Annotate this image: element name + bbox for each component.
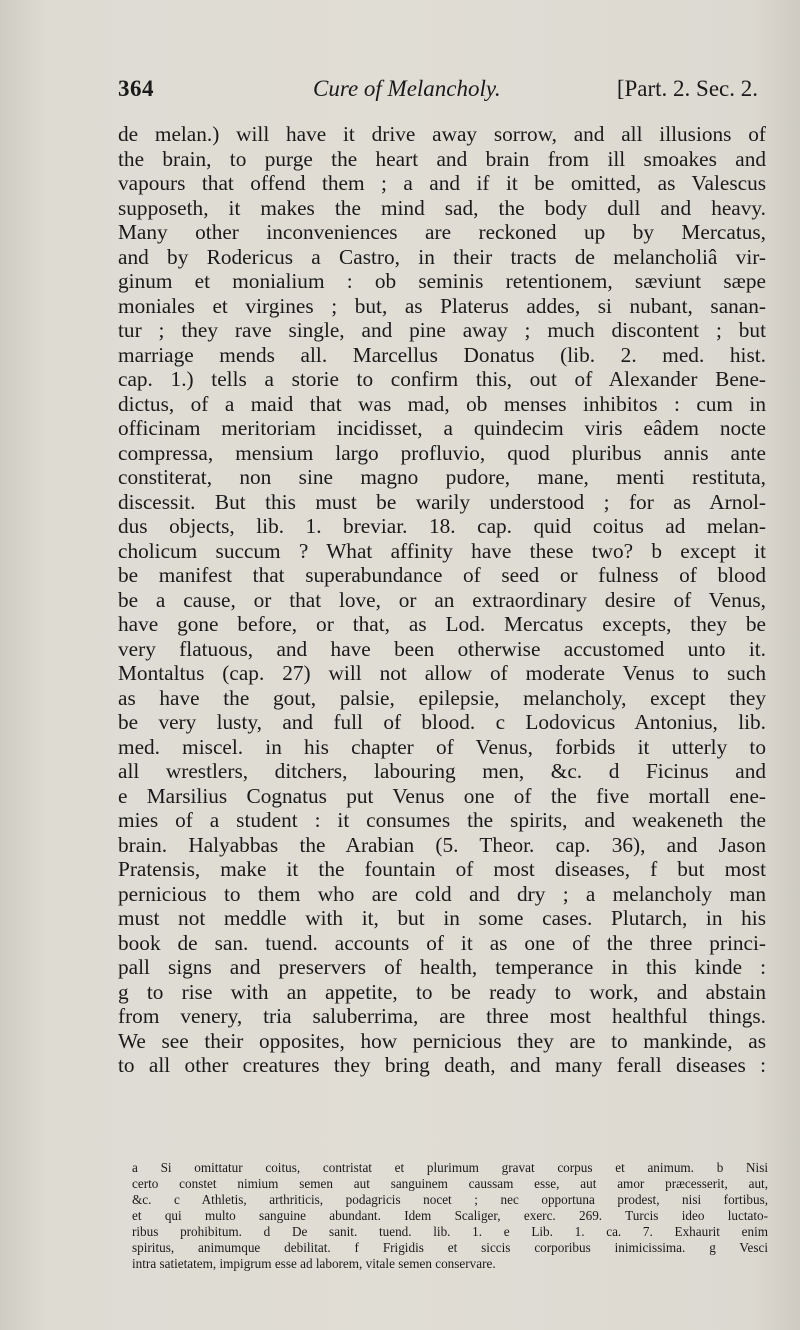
page-number: 364 [118,76,154,101]
text-line: officinam meritoriam incidisset, a quindecim viris eâdem nocte [118,416,766,440]
footnote-line: ribus prohibitum. d De sanit. tuend. lib. 1. e Lib. 1. ca. 7. Exhaurit enim [132,1224,768,1239]
text-line: book de san. tuend. accounts of it as one of the three princi- [118,930,766,955]
text-line: Montaltus (cap. 27) will not allow of moderate Venus to such [118,661,766,685]
text-line: med. miscel. in his chapter of Venus, forbids it utterly to [118,734,766,759]
text-line: cap. 1.) tells a storie to confirm this, out of Alexander Bene- [118,367,766,391]
running-head [118,76,758,108]
text-line: marriage mends all. Marcellus Donatus (lib. 2. med. hist. [118,342,766,367]
text-line: We see their opposites, how pernicious they are to mankinde, as [118,1028,766,1053]
text-line: dus objects, lib. 1. breviar. 18. cap. quid coitus ad melan- [118,514,766,538]
text-line: be manifest that superabundance of seed or fulness of blood [118,563,766,587]
text-line: g to rise with an appetite, to be ready to work, and abstain [118,979,766,1004]
text-line: ginum et monialium : ob seminis retentionem, sæviunt sæpe [118,269,766,293]
text-line: Many other inconveniences are reckoned up by Mercatus, [118,220,766,244]
text-line: to all other creatures they bring death, and many ferall diseases : [118,1053,766,1077]
footnotes [132,1160,768,1272]
text-line: the brain, to purge the heart and brain from ill smoakes and [118,146,766,171]
text-line: very flatuous, and have been otherwise accustomed unto it. [118,636,766,661]
text-line: pall signs and preservers of health, temperance in this kinde : [118,955,766,979]
text-line: discessit. But this must be warily understood ; for as Arnol- [118,489,766,514]
text-line: tur ; they rave single, and pine away ; much discontent ; but [118,318,766,342]
text-line: dictus, of a maid that was mad, ob menses inhibitos : cum in [118,391,766,416]
text-line: all wrestlers, ditchers, labouring men, &c. d Ficinus and [118,759,766,783]
text-line: be a cause, or that love, or an extraordinary desire of Venus, [118,587,766,612]
text-line: must not meddle with it, but in some cases. Plutarch, in his [118,906,766,930]
footnote-line: a Si omittatur coitus, contristat et plurimum gravat corpus et animum. b Nisi [132,1160,768,1175]
footnote-line: &c. c Athletis, arthriticis, podagricis nocet ; nec opportuna prodest, nisi fortibus, [132,1192,768,1207]
footnote-line: spiritus, animumque debilitat. f Frigidis et siccis corporibus inimicissima. g Vesci [132,1240,768,1255]
text-line: pernicious to them who are cold and dry ; a melancholy man [118,881,766,906]
footnote-line: certo constet nimium semen aut sanguinem caussam esse, aut amor præcesserit, aut, [132,1176,768,1191]
footnote-line: intra satietatem, impigrum esse ad laborem, vitale semen conservare. [132,1256,496,1271]
text-line: de melan.) will have it drive away sorrow, and all illusions of [118,122,766,146]
text-line: constiterat, non sine magno pudore, mane, menti restituta, [118,465,766,489]
running-title: Cure of Melancholy. [313,76,501,101]
text-line: as have the gout, palsie, epilepsie, melancholy, except they [118,685,766,710]
text-line: mies of a student : it consumes the spirits, and weakeneth the [118,808,766,832]
text-line: supposeth, it makes the mind sad, the body dull and heavy. [118,195,766,220]
text-line: e Marsilius Cognatus put Venus one of the five mortall ene- [118,783,766,808]
text-line: vapours that offend them ; a and if it be omitted, as Valescus [118,171,766,195]
main-text [118,122,766,1078]
text-line: and by Rodericus a Castro, in their tracts de melancholiâ vir- [118,244,766,269]
text-line: Pratensis, make it the fountain of most diseases, f but most [118,857,766,881]
text-line: compressa, mensium largo profluvio, quod pluribus annis ante [118,440,766,465]
section-label: [Part. 2. Sec. 2. [616,76,758,101]
text-line: have gone before, or that, as Lod. Mercatus excepts, they be [118,612,766,636]
text-line: from venery, tria saluberrima, are three most healthful things. [118,1004,766,1028]
text-line: brain. Halyabbas the Arabian (5. Theor. cap. 36), and Jason [118,832,766,857]
footnote-line: et qui multo sanguine abundant. Idem Scaliger, exerc. 269. Turcis ideo luctato- [132,1208,768,1223]
text-line: moniales et virgines ; but, as Platerus addes, si nubant, sanan- [118,293,766,318]
text-line: be very lusty, and full of blood. c Lodovicus Antonius, lib. [118,710,766,734]
text-line: cholicum succum ? What affinity have these two? b except it [118,538,766,563]
